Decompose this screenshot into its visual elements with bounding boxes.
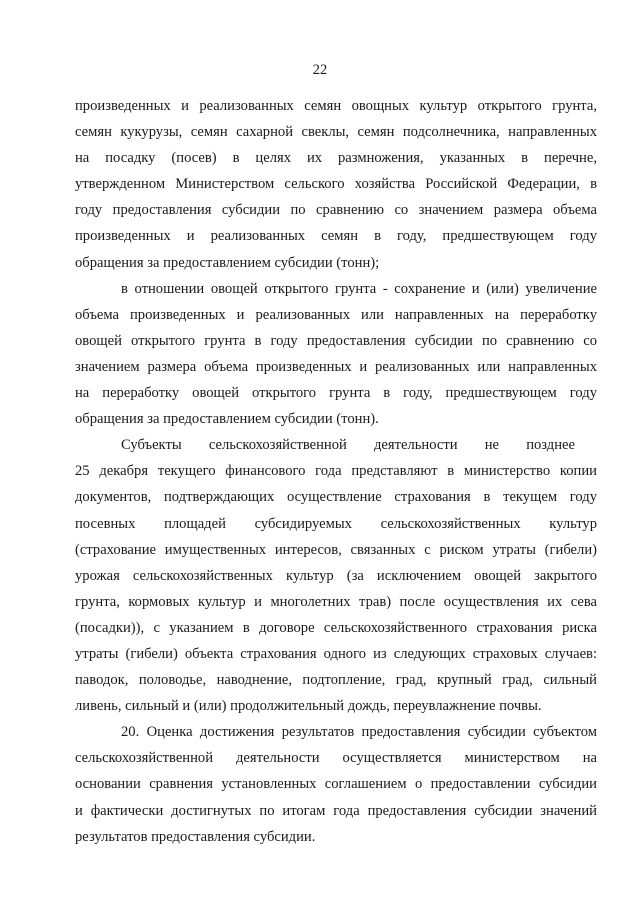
text-line: Субъекты сельскохозяйственной деятельности не позднее (121, 437, 575, 454)
text-line: сельскохозяйственной деятельности осуществляется министерством на (75, 750, 597, 767)
text-line: и фактически достигнутых по итогам года предоставления субсидии значений (75, 802, 597, 819)
text-line: документов, подтверждающих осуществление страхования в текущем году (75, 489, 597, 506)
text-line: значением размера объема произведенных и реализованных или направленных (75, 358, 597, 375)
text-line: грунта, кормовых культур и многолетних трав) после осуществления их сева (75, 593, 597, 610)
text-line: 25 декабря текущего финансового года представляют в министерство копии (75, 463, 597, 480)
paragraph (75, 432, 597, 719)
text-line: году предоставления субсидии по сравнению со значением размера объема (75, 202, 597, 219)
text-line: в отношении овощей открытого грунта - сохранение и (или) увеличение (121, 280, 597, 297)
paragraph (75, 719, 597, 849)
text-line: объема произведенных и реализованных или направленных на переработку (75, 306, 597, 323)
text-line: семян кукурузы, семян сахарной свеклы, семян подсолнечника, направленных (75, 124, 597, 141)
text-line: урожая сельскохозяйственных культур (за исключением овощей закрытого (75, 567, 597, 584)
text-line: ливень, сильный и (или) продолжительный дождь, переувлажнение почвы. (75, 698, 542, 715)
text-line: результатов предоставления субсидии. (75, 828, 316, 845)
text-line: (страхование имущественных интересов, связанных с риском утраты (гибели) (75, 541, 597, 558)
paragraph (75, 276, 597, 433)
paragraph (75, 93, 597, 276)
text-line: основании сравнения установленных соглашением о предоставлении субсидии (75, 776, 597, 793)
document-body (75, 93, 597, 850)
text-line: произведенных и реализованных семян в году, предшествующем году (75, 228, 597, 245)
text-line: 20. Оценка достижения результатов предоставления субсидии субъектом (121, 724, 597, 741)
text-line: утвержденном Министерством сельского хозяйства Российской Федерации, в (75, 176, 597, 193)
text-line: (посадки)), с указанием в договоре сельскохозяйственного страхования риска (75, 619, 597, 636)
text-line: овощей открытого грунта в году предоставления субсидии по сравнению со (75, 332, 597, 349)
page-number: 22 (312, 62, 328, 78)
text-line: обращения за предоставлением субсидии (тонн); (75, 254, 380, 271)
text-line: на переработку овощей открытого грунта в году, предшествующем году (75, 385, 597, 402)
text-line: на посадку (посев) в целях их размножения, указанных в перечне, (75, 150, 597, 167)
text-line: посевных площадей субсидируемых сельскохозяйственных культур (75, 515, 597, 532)
text-line: паводок, половодье, наводнение, подтопление, град, крупный град, сильный (75, 672, 597, 689)
text-line: обращения за предоставлением субсидии (тонн). (75, 411, 379, 428)
text-line: произведенных и реализованных семян овощных культур открытого грунта, (75, 98, 597, 114)
text-line: утраты (гибели) объекта страхования одного из следующих страховых случаев: (75, 645, 597, 662)
